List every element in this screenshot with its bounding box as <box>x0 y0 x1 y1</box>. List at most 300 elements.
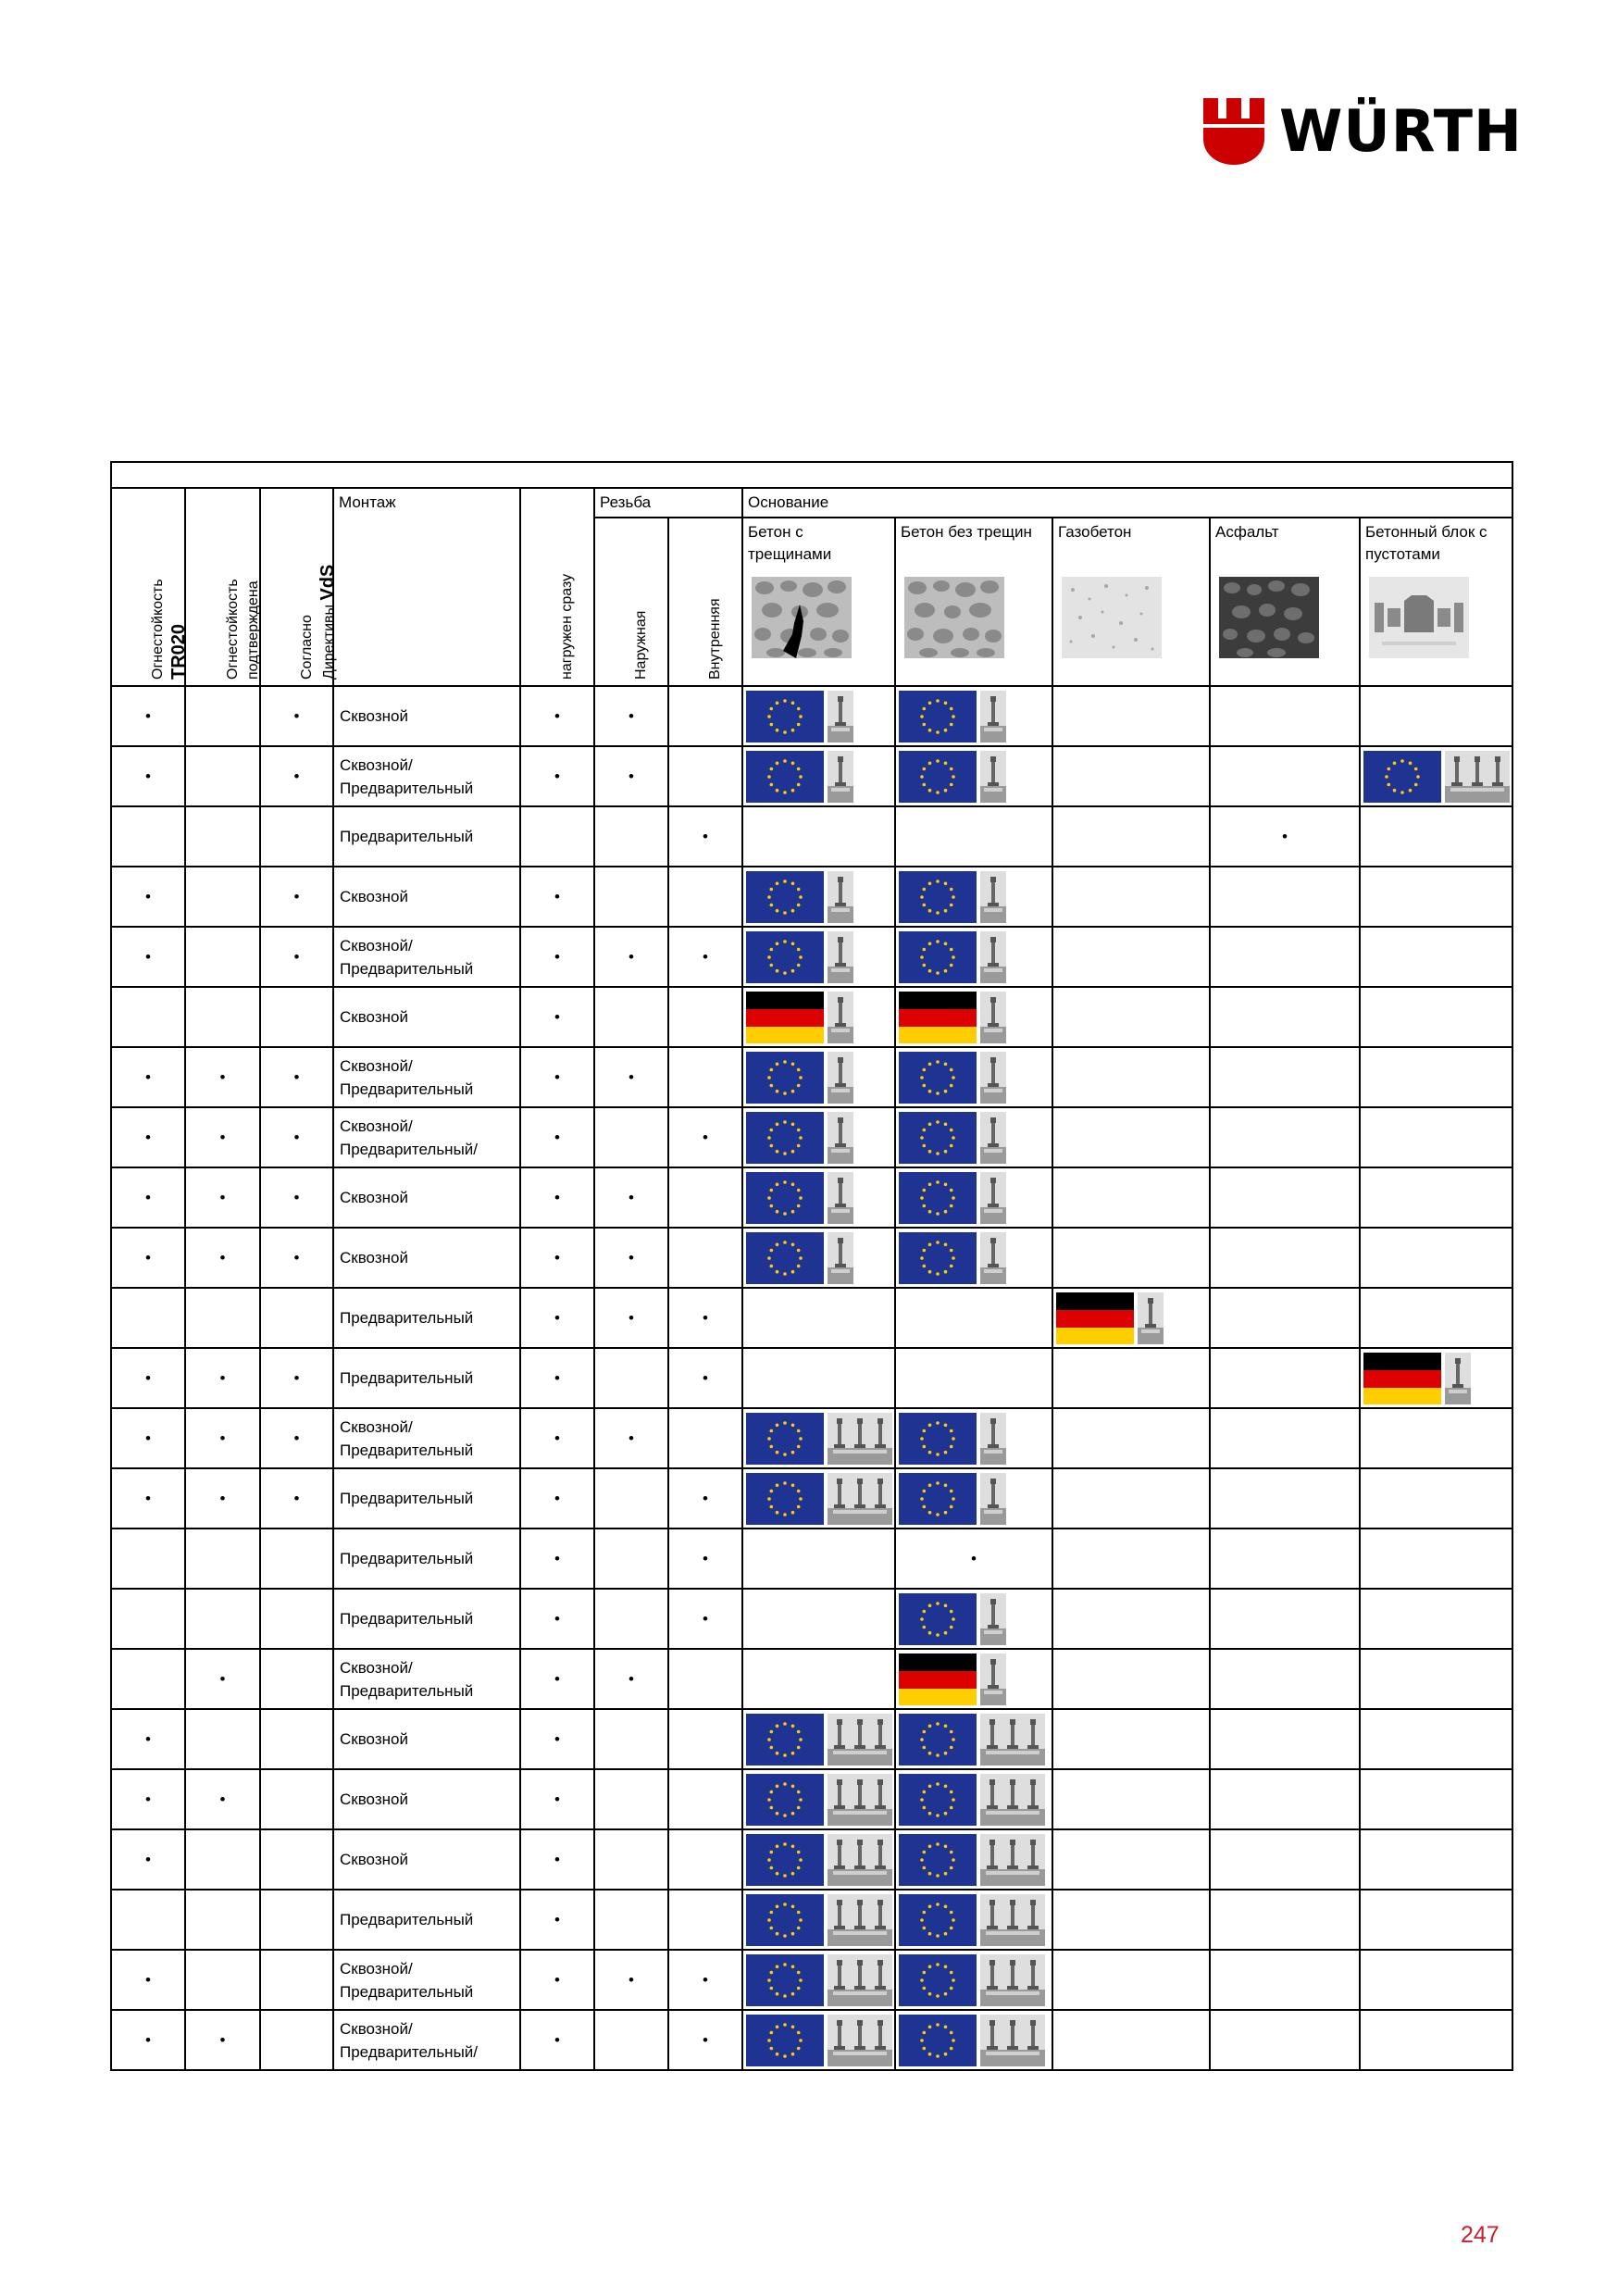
fire-confirmed-cell <box>185 1890 260 1950</box>
thread-int-cell <box>668 746 742 806</box>
mounting-cell: Сквозной <box>333 987 520 1047</box>
base-aerated-cell <box>1052 1288 1210 1348</box>
table-row <box>111 746 1512 806</box>
base-aerated-cell <box>1052 1348 1210 1408</box>
base-uncracked-cell <box>895 927 1052 987</box>
approval-badge <box>896 1052 1052 1104</box>
approval-badge <box>743 1052 894 1104</box>
header-vds <box>260 488 338 686</box>
base-cracked-cell <box>742 1107 895 1167</box>
approval-badge <box>1053 1292 1209 1344</box>
thread-ext-cell <box>594 867 668 927</box>
base-asphalt-cell <box>1210 1348 1360 1408</box>
approval-badge <box>896 1653 1052 1705</box>
page-number: 247 <box>1461 2222 1500 2248</box>
single-anchor-setting-icon <box>828 992 853 1043</box>
base-cracked-cell <box>742 1769 895 1829</box>
base-aerated-cell <box>1052 867 1210 927</box>
approval-badge <box>896 1172 1052 1224</box>
fire-confirmed-cell: • <box>185 1107 260 1167</box>
approval-badge <box>743 2015 894 2066</box>
mounting-cell: Предварительный <box>333 1589 520 1649</box>
vds-cell: • <box>260 1228 333 1288</box>
eu-flag-icon <box>899 1473 977 1525</box>
base-asphalt-cell <box>1210 987 1360 1047</box>
base-aerated-cell <box>1052 1950 1210 2010</box>
thread-ext-cell: • <box>594 1950 668 2010</box>
single-anchor-setting-icon <box>980 931 1006 983</box>
eu-flag-icon <box>746 1774 824 1826</box>
eu-flag-icon <box>746 1834 824 1886</box>
table-row <box>111 1468 1512 1529</box>
base-hollow-cell <box>1360 1408 1512 1468</box>
approval-badge <box>896 1112 1052 1164</box>
wurth-emblem-icon <box>1203 98 1264 165</box>
header-fire-tr020-label: Огнестойкость <box>150 579 166 680</box>
base-hollow-cell <box>1360 927 1512 987</box>
base-asphalt-cell <box>1210 1107 1360 1167</box>
loaded-cell: • <box>520 1468 594 1529</box>
multi-anchor-setting-icon <box>980 1834 1045 1886</box>
loaded-cell: • <box>520 746 594 806</box>
base-uncracked-cell <box>895 1468 1052 1529</box>
base-uncracked-cell <box>895 1228 1052 1288</box>
thread-int-cell: • <box>668 1288 742 1348</box>
table-row <box>111 1709 1512 1769</box>
eu-flag-icon <box>899 1834 977 1886</box>
approval-badge <box>743 871 894 923</box>
german-flag-icon <box>746 992 824 1043</box>
mounting-cell: Сквозной <box>333 686 520 746</box>
base-cracked-cell <box>742 1047 895 1107</box>
base-cracked-cell <box>742 806 895 867</box>
base-hollow-cell <box>1360 1167 1512 1228</box>
header-fire-confirmed-line1: Огнестойкость <box>224 579 241 680</box>
header-base-asphalt-label: Асфальт <box>1215 523 1279 541</box>
vds-cell: • <box>260 686 333 746</box>
base-hollow-cell <box>1360 1228 1512 1288</box>
eu-flag-icon <box>899 1112 977 1164</box>
base-aerated-cell <box>1052 1589 1210 1649</box>
single-anchor-setting-icon <box>1445 1353 1471 1404</box>
mounting-cell: Сквозной <box>333 1829 520 1890</box>
tr020-cell: • <box>111 686 185 746</box>
approval-badge <box>896 751 1052 803</box>
tr020-cell <box>111 1589 185 1649</box>
mounting-cell: Сквозной <box>333 867 520 927</box>
eu-flag-icon <box>746 1714 824 1766</box>
vds-cell: • <box>260 1408 333 1468</box>
tr020-cell: • <box>111 746 185 806</box>
base-aerated-cell <box>1052 1468 1210 1529</box>
tr020-cell: • <box>111 1348 185 1408</box>
table-row <box>111 1047 1512 1107</box>
table-row <box>111 1348 1512 1408</box>
base-aerated-cell <box>1052 1709 1210 1769</box>
tr020-cell <box>111 1649 185 1709</box>
multi-anchor-setting-icon <box>980 1714 1045 1766</box>
base-uncracked-cell <box>895 686 1052 746</box>
loaded-cell: • <box>520 1589 594 1649</box>
base-aerated-cell <box>1052 927 1210 987</box>
vds-cell <box>260 987 333 1047</box>
thread-ext-cell <box>594 1529 668 1589</box>
tr020-cell: • <box>111 1468 185 1529</box>
mounting-cell: Сквозной <box>333 1228 520 1288</box>
tr020-cell <box>111 1288 185 1348</box>
single-anchor-setting-icon <box>828 931 853 983</box>
base-aerated-cell <box>1052 1107 1210 1167</box>
fire-confirmed-cell: • <box>185 1468 260 1529</box>
base-aerated-cell <box>1052 686 1210 746</box>
base-asphalt-cell: • <box>1210 806 1360 867</box>
multi-anchor-setting-icon <box>828 1413 892 1465</box>
loaded-cell: • <box>520 1047 594 1107</box>
thread-int-cell <box>668 867 742 927</box>
header-loaded <box>520 488 594 686</box>
approval-badge <box>1361 1353 1512 1404</box>
mounting-cell: Предварительный <box>333 1468 520 1529</box>
approval-badge <box>896 871 1052 923</box>
base-asphalt-cell <box>1210 1468 1360 1529</box>
tr020-cell: • <box>111 1107 185 1167</box>
german-flag-icon <box>1056 1292 1134 1344</box>
loaded-cell: • <box>520 1107 594 1167</box>
mounting-cell: Сквозной/ Предварительный <box>333 927 520 987</box>
base-asphalt-cell <box>1210 1047 1360 1107</box>
eu-flag-icon <box>899 931 977 983</box>
mounting-cell: Предварительный <box>333 1348 520 1408</box>
table-row <box>111 987 1512 1047</box>
header-vds-line2: Директивы VdS <box>317 564 338 680</box>
base-asphalt-cell <box>1210 927 1360 987</box>
single-anchor-setting-icon <box>828 691 853 742</box>
header-vds-line1: Согласно <box>298 615 315 680</box>
base-cracked-cell <box>742 1649 895 1709</box>
base-cracked-cell <box>742 1709 895 1769</box>
base-uncracked-cell <box>895 867 1052 927</box>
header-tr020-code: TR020 <box>168 623 189 680</box>
table-row <box>111 806 1512 867</box>
base-uncracked-cell <box>895 1649 1052 1709</box>
thread-ext-cell <box>594 1829 668 1890</box>
tr020-cell: • <box>111 1167 185 1228</box>
loaded-cell <box>520 806 594 867</box>
asphalt-icon <box>1219 577 1319 658</box>
eu-flag-icon <box>899 871 977 923</box>
multi-anchor-setting-icon <box>828 1714 892 1766</box>
thread-ext-cell: • <box>594 927 668 987</box>
loaded-cell: • <box>520 2010 594 2070</box>
approval-badge <box>896 1954 1052 2006</box>
multi-anchor-setting-icon <box>828 1954 892 2006</box>
header-thread-ext-label: Наружная <box>633 610 649 680</box>
base-uncracked-cell <box>895 1950 1052 2010</box>
multi-anchor-setting-icon <box>1445 751 1510 803</box>
base-cracked-cell <box>742 927 895 987</box>
base-cracked-cell <box>742 1348 895 1408</box>
approval-badge <box>743 1473 894 1525</box>
thread-ext-cell: • <box>594 1288 668 1348</box>
base-cracked-cell <box>742 987 895 1047</box>
vds-cell: • <box>260 1468 333 1529</box>
thread-ext-cell: • <box>594 1408 668 1468</box>
loaded-cell: • <box>520 927 594 987</box>
approval-badge <box>896 1774 1052 1826</box>
base-asphalt-cell <box>1210 1709 1360 1769</box>
thread-ext-cell <box>594 2010 668 2070</box>
eu-flag-icon <box>899 751 977 803</box>
loaded-cell: • <box>520 1228 594 1288</box>
header-thread-int-label: Внутренняя <box>707 598 723 680</box>
approval-badge <box>896 1473 1052 1525</box>
vds-cell <box>260 1288 333 1348</box>
base-uncracked-cell <box>895 1769 1052 1829</box>
vds-cell: • <box>260 1167 333 1228</box>
base-hollow-cell <box>1360 686 1512 746</box>
single-anchor-setting-icon <box>980 1593 1006 1645</box>
base-asphalt-cell <box>1210 1890 1360 1950</box>
wurth-logo <box>1203 98 1523 165</box>
eu-flag-icon <box>746 1954 824 2006</box>
fire-confirmed-cell: • <box>185 1348 260 1408</box>
single-anchor-setting-icon <box>828 1112 853 1164</box>
single-anchor-setting-icon <box>980 1172 1006 1224</box>
table-row <box>111 1107 1512 1167</box>
eu-flag-icon <box>746 691 824 742</box>
table-row <box>111 1649 1512 1709</box>
base-aerated-cell <box>1052 1047 1210 1107</box>
base-hollow-cell <box>1360 1348 1512 1408</box>
table-row <box>111 1589 1512 1649</box>
multi-anchor-setting-icon <box>828 1774 892 1826</box>
loaded-cell: • <box>520 1709 594 1769</box>
base-aerated-cell <box>1052 1890 1210 1950</box>
approval-badge <box>743 1894 894 1946</box>
thread-int-cell: • <box>668 1529 742 1589</box>
brand-name: WÜRTH <box>1279 97 1523 165</box>
base-cracked-cell <box>742 746 895 806</box>
base-hollow-cell <box>1360 1769 1512 1829</box>
table-row <box>111 1408 1512 1468</box>
eu-flag-icon <box>899 1172 977 1224</box>
thread-int-cell <box>668 1228 742 1288</box>
tr020-cell: • <box>111 1709 185 1769</box>
header-base-hollow-label: Бетонный блок с пустотами <box>1365 523 1487 563</box>
header-mounting: Монтаж <box>333 488 520 686</box>
header-row-1 <box>111 488 1512 518</box>
loaded-cell: • <box>520 1529 594 1589</box>
fire-confirmed-cell <box>185 1829 260 1890</box>
base-cracked-cell <box>742 2010 895 2070</box>
fire-confirmed-cell <box>185 1529 260 1589</box>
base-aerated-cell <box>1052 987 1210 1047</box>
fire-confirmed-cell: • <box>185 1408 260 1468</box>
approval-badge <box>743 1232 894 1284</box>
base-asphalt-cell <box>1210 1769 1360 1829</box>
base-asphalt-cell <box>1210 1288 1360 1348</box>
base-asphalt-cell <box>1210 1167 1360 1228</box>
approval-badge <box>896 1834 1052 1886</box>
header-base-cracked-label: Бетон с трещинами <box>748 523 832 563</box>
base-hollow-cell <box>1360 1468 1512 1529</box>
fire-confirmed-cell <box>185 867 260 927</box>
base-cracked-cell <box>742 1468 895 1529</box>
anchor-selection-table <box>110 461 1513 2071</box>
thread-int-cell: • <box>668 806 742 867</box>
base-cracked-cell <box>742 867 895 927</box>
base-asphalt-cell <box>1210 1408 1360 1468</box>
eu-flag-icon <box>899 1413 977 1465</box>
eu-flag-icon <box>899 1052 977 1104</box>
single-anchor-setting-icon <box>980 751 1006 803</box>
table-row <box>111 1890 1512 1950</box>
header-thread-ext <box>594 518 668 686</box>
hollow-block-icon <box>1369 577 1469 658</box>
header-base-hollow <box>1360 518 1512 686</box>
base-uncracked-cell <box>895 1408 1052 1468</box>
loaded-cell: • <box>520 1649 594 1709</box>
tr020-cell <box>111 1890 185 1950</box>
base-uncracked-cell <box>895 1167 1052 1228</box>
mounting-cell: Предварительный <box>333 1890 520 1950</box>
approval-badge <box>1361 751 1512 803</box>
vds-cell: • <box>260 1047 333 1107</box>
base-hollow-cell <box>1360 867 1512 927</box>
multi-anchor-setting-icon <box>980 1774 1045 1826</box>
fire-confirmed-cell <box>185 927 260 987</box>
table-row <box>111 1950 1512 2010</box>
thread-ext-cell <box>594 1589 668 1649</box>
mounting-cell: Сквозной/ Предварительный <box>333 1408 520 1468</box>
eu-flag-icon <box>899 1714 977 1766</box>
thread-ext-cell: • <box>594 746 668 806</box>
base-cracked-cell <box>742 1228 895 1288</box>
base-cracked-cell <box>742 1529 895 1589</box>
base-aerated-cell <box>1052 1228 1210 1288</box>
aerated-concrete-icon <box>1062 577 1162 658</box>
thread-int-cell: • <box>668 927 742 987</box>
tr020-cell <box>111 1529 185 1589</box>
table-row <box>111 2010 1512 2070</box>
eu-flag-icon <box>899 1774 977 1826</box>
mounting-cell: Предварительный <box>333 1288 520 1348</box>
vds-cell <box>260 1769 333 1829</box>
single-anchor-setting-icon <box>980 871 1006 923</box>
base-aerated-cell <box>1052 1769 1210 1829</box>
eu-flag-icon <box>746 1413 824 1465</box>
base-aerated-cell <box>1052 2010 1210 2070</box>
thread-ext-cell: • <box>594 1649 668 1709</box>
base-uncracked-cell <box>895 1047 1052 1107</box>
base-asphalt-cell <box>1210 867 1360 927</box>
base-asphalt-cell <box>1210 1589 1360 1649</box>
thread-int-cell <box>668 1408 742 1468</box>
mounting-cell: Предварительный <box>333 1529 520 1589</box>
header-thread: Резьба <box>594 488 742 518</box>
eu-flag-icon <box>899 1954 977 2006</box>
multi-anchor-setting-icon <box>828 1834 892 1886</box>
base-aerated-cell <box>1052 1649 1210 1709</box>
base-hollow-cell <box>1360 2010 1512 2070</box>
eu-flag-icon <box>899 2015 977 2066</box>
vds-cell <box>260 1709 333 1769</box>
thread-int-cell <box>668 686 742 746</box>
fire-confirmed-cell: • <box>185 1649 260 1709</box>
single-anchor-setting-icon <box>980 691 1006 742</box>
base-cracked-cell <box>742 1829 895 1890</box>
multi-anchor-setting-icon <box>828 1473 892 1525</box>
base-aerated-cell <box>1052 746 1210 806</box>
base-asphalt-cell <box>1210 686 1360 746</box>
vds-cell: • <box>260 927 333 987</box>
approval-badge <box>896 1232 1052 1284</box>
multi-anchor-setting-icon <box>828 2015 892 2066</box>
base-hollow-cell <box>1360 1709 1512 1769</box>
mounting-cell: Сквозной/ Предварительный <box>333 1047 520 1107</box>
fire-confirmed-cell <box>185 746 260 806</box>
eu-flag-icon <box>746 931 824 983</box>
base-uncracked-cell <box>895 2010 1052 2070</box>
single-anchor-setting-icon <box>980 992 1006 1043</box>
approval-badge <box>743 1834 894 1886</box>
approval-badge <box>743 691 894 742</box>
loaded-cell: • <box>520 1829 594 1890</box>
base-hollow-cell <box>1360 1950 1512 2010</box>
approval-badge <box>896 1714 1052 1766</box>
eu-flag-icon <box>746 2015 824 2066</box>
base-uncracked-cell <box>895 1348 1052 1408</box>
table-row <box>111 1228 1512 1288</box>
tr020-cell: • <box>111 867 185 927</box>
thread-int-cell <box>668 1649 742 1709</box>
thread-int-cell: • <box>668 1107 742 1167</box>
loaded-cell: • <box>520 1950 594 2010</box>
thread-ext-cell: • <box>594 1167 668 1228</box>
fire-confirmed-cell: • <box>185 2010 260 2070</box>
base-aerated-cell <box>1052 1529 1210 1589</box>
vds-cell <box>260 1890 333 1950</box>
thread-ext-cell <box>594 1348 668 1408</box>
single-anchor-setting-icon <box>828 1052 853 1104</box>
blank-title-row <box>111 462 1512 488</box>
thread-int-cell <box>668 1769 742 1829</box>
thread-ext-cell: • <box>594 1047 668 1107</box>
eu-flag-icon <box>746 1473 824 1525</box>
tr020-cell: • <box>111 1950 185 2010</box>
single-anchor-setting-icon <box>980 1473 1006 1525</box>
vds-cell <box>260 806 333 867</box>
vds-cell <box>260 1950 333 2010</box>
table-row <box>111 1529 1512 1589</box>
thread-int-cell: • <box>668 1348 742 1408</box>
thread-int-cell <box>668 1829 742 1890</box>
german-flag-icon <box>899 1653 977 1705</box>
loaded-cell: • <box>520 1348 594 1408</box>
approval-badge <box>896 1894 1052 1946</box>
approval-badge <box>896 931 1052 983</box>
header-thread-int <box>668 518 742 686</box>
base-cracked-cell <box>742 1167 895 1228</box>
base-aerated-cell <box>1052 1167 1210 1228</box>
base-asphalt-cell <box>1210 1950 1360 2010</box>
base-uncracked-cell <box>895 1709 1052 1769</box>
tr020-cell: • <box>111 1769 185 1829</box>
thread-ext-cell <box>594 1468 668 1529</box>
loaded-cell: • <box>520 1408 594 1468</box>
base-hollow-cell <box>1360 746 1512 806</box>
base-cracked-cell <box>742 1408 895 1468</box>
